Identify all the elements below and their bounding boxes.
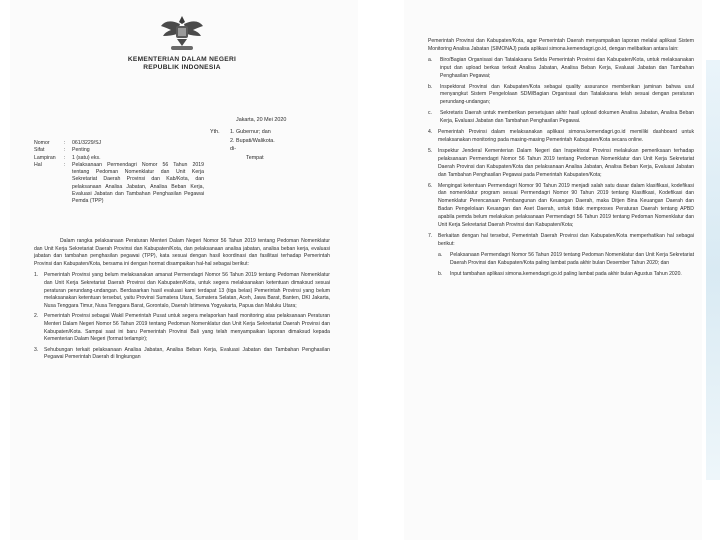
meta-value: 061/3229/SJ xyxy=(72,140,102,146)
list-item xyxy=(428,233,694,282)
item-text: Inspektorat Provinsi dan Kabupaten/Kota sebagai quality assurance memberikan jaminan bahwa usul menyangkut Sistem Pengelolaan SDM/Bagian Organisasi dan Tatalaksana telah sesuai dengan peraturan perundang-undangan; xyxy=(440,83,694,106)
item-text: Pemerintah Provinsi sebagai Wakil Pemerintah Pusat untuk segera melaporkan hasil monitoring atas pelaksanaan Peraturan Menteri Dalam Negeri Nomor 56 Tahun 2019 tentang Pedoman Nomenklatur dan Unit Kerja Sekretariat Daerah Provinsi dan Kabupaten/Kota. Sampai saat ini baru Pemerintah Provinsi Bali yang telah menyampaikan laporan dimaksud kepada Kementerian Dalam Negeri (format terlampir); xyxy=(44,313,330,343)
sub-item xyxy=(438,252,694,268)
item-number: 7. xyxy=(428,232,433,239)
item-number: 2. xyxy=(34,313,39,320)
item-number: 4. xyxy=(428,129,433,136)
recipient: 1. Gubernur; dan xyxy=(230,129,271,135)
meta-row: Hal : Pelaksanaan Permendagri Nomor 56 Tahun 2019 tentang Pedoman Nomenklatur dan Unit Kerja Sekretariat Daerah Provinsi dan Kab/Kota, dan pelaksanaan Analisa Jabatan, Analisa Beban Kerja, Evaluasi Jabatan dan Tambahan Penghasilan Pegawai Pemda (TPP) xyxy=(34,161,204,205)
points-list xyxy=(428,129,694,281)
sub-list xyxy=(428,57,694,126)
list-item xyxy=(34,347,330,362)
meta-key: Lampiran xyxy=(34,154,56,161)
item-number: 1. xyxy=(34,272,39,279)
recipients-block xyxy=(210,128,275,162)
points-list xyxy=(34,272,330,362)
list-item xyxy=(428,129,694,145)
sub-item xyxy=(428,110,694,126)
letter-meta xyxy=(34,140,204,206)
list-item xyxy=(428,183,694,230)
recipient-tail: di- xyxy=(230,146,236,152)
sub-item xyxy=(428,57,694,81)
item-letter: a. xyxy=(438,251,443,258)
meta-key: Sifat xyxy=(34,147,45,154)
recipient-location: Tempat xyxy=(246,154,264,161)
place-date: Jakarta, 20 Mei 2020 xyxy=(236,117,287,123)
item-text: Pemerintah Provinsi dalam melaksanakan aplikasi simona.kemendagri.go.id memiliki dashboard untuk melaksanakan monitoring pada masing-masing Pemerintah Kabupaten/Kota secara online. xyxy=(438,129,694,143)
meta-key: Hal xyxy=(34,161,42,168)
letter-page-right xyxy=(404,0,702,540)
meta-row: Nomor : 061/3229/SJ xyxy=(34,140,204,147)
item-text: Pelaksanaan Permendagri Nomor 56 Tahun 2019 tentang Pedoman Nomenklatur dan Unit Kerja Sekretariat Daerah Provinsi dan Kabupaten/Kota paling lambat pada akhir bulan Desember Tahun 2020; dan xyxy=(450,251,694,266)
item-number: 5. xyxy=(428,147,433,154)
item-text: Inspektur Jenderal Kementerian Dalam Negeri dan Inspektorat Provinsi melakukan pemeriksaan terhadap pelaksanaan Permendagri Nomor 56 Tahun 2019 tentang Pedoman Nomenklatur dan Unit Kerja Sekretariat Daerah Provinsi dan Kabupaten/Kota dan pelaksanaan Analisa Jabatan, Analisa Beban Kerja, Evaluasi Jabatan dan Tambahan Penghasilan Pegawai pada Pemerintah Kabupaten/Kota; xyxy=(438,147,694,178)
meta-value: 1 (satu) eks. xyxy=(72,154,101,161)
item-number: 6. xyxy=(428,182,433,189)
ministry-name: KEMENTERIAN DALAM NEGERI xyxy=(127,56,237,63)
item-letter: b. xyxy=(428,83,433,90)
country-name: REPUBLIK INDONESIA xyxy=(143,64,221,71)
ministry-header xyxy=(34,56,330,72)
side-border-decoration xyxy=(706,60,720,480)
list-item xyxy=(34,313,330,343)
continuation-paragraph: Pemerintah Provinsi dan Kabupaten/Kota, agar Pemerintah Daerah menyampaikan laporan melalui aplikasi Sistem Monitoring Analisa Jabatan (SIMONAJ) pada aplikasi simona.kemendagri.go.id, dengan melibatkan antara lain: xyxy=(428,38,694,52)
sub-item xyxy=(438,271,694,279)
item-text: Biro/Bagian Organisasi dan Tatalaksana Setda Pemerintah Provinsi dan Kabupaten/Kota, untuk melaksanakan input dan upload berkas terkait Analisa Jabatan, Analisa Beban Kerja, Evaluasi Jabatan dan Tambahan Penghasilan Pegawai; xyxy=(440,56,694,79)
sub-item xyxy=(428,84,694,108)
item-letter: c. xyxy=(428,110,432,117)
item-text: Berkaitan dengan hal tersebut, Pemerintah Daerah Provinsi dan Kabupaten/Kota memperhatikan hal sebagai berikut: xyxy=(438,232,694,247)
meta-value: Pelaksanaan Permendagri Nomor 56 Tahun 2019 tentang Pedoman Nomenklatur dan Unit Kerja Sekretariat Daerah Provinsi dan Kab/Kota, dan pelaksanaan Analisa Jabatan, Analisa Beban Kerja, Evaluasi Jabatan dan Tambahan Penghasilan Pegawai Pemda (TPP) xyxy=(72,161,204,205)
garuda-emblem-icon xyxy=(34,12,330,52)
letter-page-left xyxy=(10,0,358,540)
item-text: Mengingat ketentuan Permendagri Nomor 90 Tahun 2019 menjadi salah satu dasar dalam klasifikasi, kodefikasi dan nomenklatur program sesuai Permendagri Nomor 90 Tahun 2019 tentang Klasifikasi, Kodefikasi dan Nomenklatur Perencanaan Pembangunan dan Keuangan Daerah, maka Ditjen Bina Keuangan Daerah dan Badan Pengelolaan Keuangan dan Aset Daerah, untuk tidak memproses Peraturan Daerah tentang APBD apabila pemda belum melakukan pelaksanaan Permendagri 56 Tahun 2019 tentang Pedoman Nomenklatur dan Unit Kerja Sekretariat Daerah Provinsi dan Kabupaten/Kota; xyxy=(438,182,694,229)
meta-row: Sifat : Penting xyxy=(34,147,204,154)
opening-paragraph: Dalam rangka pelaksanaan Peraturan Menteri Dalam Negeri Nomor 56 Tahun 2019 tentang Pedoman Nomenklatur dan Unit Kerja Sekretariat Daerah Provinsi dan Kabupaten/Kota, dan pelaksanaan analisa jabatan, analisa beban kerja, evaluasi jabatan dan tambahan penghasilan pegawai (TPP), kata sesuai dengan hasil koordinasi dan fasilitasi terhadap Pemerintah Provinsi dan Kabupaten/Kota, bersama ini dengan hormat disampaikan hal-hal sebagai berikut: xyxy=(34,238,330,267)
item-text: Input tambahan aplikasi simona.kemendagri.go.id paling lambat pada akhir bulan Agustus Tahun 2020. xyxy=(450,270,682,277)
item-text: Sekretaris Daerah untuk memberikan persetujuan akhir hasil upload dokumen Analisa Jabatan, Analisa Beban Kerja, Evaluasi Jabatan dan Tambahan Penghasilan Pegawai. xyxy=(440,110,694,125)
sub-list xyxy=(438,252,694,279)
list-item xyxy=(428,148,694,180)
meta-key: Nomor xyxy=(34,140,50,146)
item-letter: b. xyxy=(438,270,443,277)
to-label: Yth. xyxy=(210,129,220,135)
meta-value: Penting xyxy=(72,147,90,154)
item-text: Pemerintah Provinsi yang belum melaksanakan amanat Permendagri Nomor 56 Tahun 2019 tentang Pedoman Nomenklatur dan Unit Kerja Sekretariat Daerah Provinsi dan Kabupaten/Kota, untuk segera melaksanakan ketentuan dimaksud sesuai peraturan perundang-undangan. Berdasarkan hasil evaluasi kami terdapat 13 (tiga belas) Pemerintah Provinsi yang belum melaksanakan ketentuan tersebut, yaitu Provinsi Sumatera Utara, Sumatera Selatan, Aceh, Jawa Barat, Banten, DKI Jakarta, Nusa Tenggara Timur, Nusa Tenggara Barat, Gorontalo, Daerah Istimewa Yogyakarta, Papua dan Maluku Utara; xyxy=(44,272,330,309)
page-gap xyxy=(358,0,404,540)
letter-body-right xyxy=(428,38,694,281)
item-number: 3. xyxy=(34,346,39,353)
item-text: Sehubungan terkait pelaksanaan Analisa Jabatan, Analisa Beban Kerja, Evaluasi Jabatan dan Tambahan Penghasilan Pegawai Pemerintah Daerah di lingkungan xyxy=(44,346,330,361)
meta-row: Lampiran : 1 (satu) eks. xyxy=(34,155,204,162)
letter-body-left xyxy=(34,238,330,365)
recipient: 2. Bupati/Walikota. xyxy=(230,137,275,144)
item-letter: a. xyxy=(428,56,433,63)
list-item xyxy=(34,272,330,310)
